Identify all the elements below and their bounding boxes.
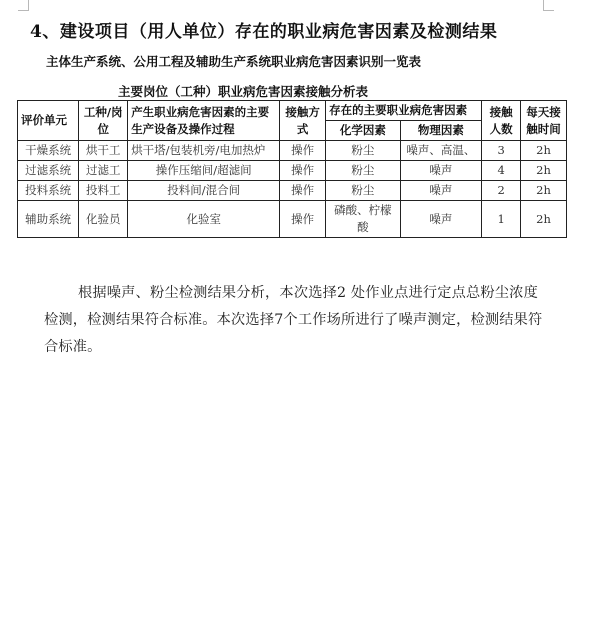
cell-job: 烘干工 bbox=[79, 141, 128, 161]
cell-time: 2h bbox=[521, 201, 567, 238]
cell-chemical: 粉尘 bbox=[326, 161, 400, 181]
cell-equipment: 投料间/混合间 bbox=[128, 181, 280, 201]
page-corner-mark-left bbox=[18, 0, 29, 11]
header-time: 每天接触时间 bbox=[521, 101, 567, 141]
cell-chemical: 粉尘 bbox=[326, 181, 400, 201]
page-corner-mark-right bbox=[543, 0, 554, 11]
header-physical: 物理因素 bbox=[400, 121, 482, 141]
cell-physical: 噪声 bbox=[400, 161, 482, 181]
table-row bbox=[18, 201, 567, 238]
section-heading: 4、建设项目（用人单位）存在的职业病危害因素及检测结果 bbox=[30, 22, 498, 42]
hazard-exposure-table bbox=[17, 100, 567, 238]
header-method: 接触方式 bbox=[280, 101, 326, 141]
cell-job: 投料工 bbox=[79, 181, 128, 201]
table-header-row bbox=[18, 101, 567, 121]
cell-chemical: 磷酸、柠檬酸 bbox=[326, 201, 400, 238]
table-row bbox=[18, 181, 567, 201]
results-paragraph: 根据噪声、粉尘检测结果分析，本次选择2 处作业点进行定点总粉尘浓度检测，检测结果符合标准。本次选择7个工作场所进行了噪声测定，检测结果符合标准。 bbox=[44, 285, 543, 355]
cell-unit: 干燥系统 bbox=[18, 141, 79, 161]
cell-count: 4 bbox=[482, 161, 521, 181]
header-unit: 评价单元 bbox=[18, 101, 79, 141]
cell-count: 2 bbox=[482, 181, 521, 201]
header-count: 接触人数 bbox=[482, 101, 521, 141]
table-row bbox=[18, 161, 567, 181]
header-chemical: 化学因素 bbox=[326, 121, 400, 141]
cell-time: 2h bbox=[521, 161, 567, 181]
cell-physical: 噪声 bbox=[400, 181, 482, 201]
cell-chemical: 粉尘 bbox=[326, 141, 400, 161]
cell-time: 2h bbox=[521, 141, 567, 161]
cell-method: 操作 bbox=[280, 141, 326, 161]
cell-unit: 过滤系统 bbox=[18, 161, 79, 181]
cell-time: 2h bbox=[521, 181, 567, 201]
cell-count: 1 bbox=[482, 201, 521, 238]
cell-unit: 投料系统 bbox=[18, 181, 79, 201]
table-title: 主要岗位（工种）职业病危害因素接触分析表 bbox=[118, 84, 369, 99]
table-row bbox=[18, 141, 567, 161]
cell-physical: 噪声、高温、 bbox=[400, 141, 482, 161]
section-subheading: 主体生产系统、公用工程及辅助生产系统职业病危害因素识别一览表 bbox=[46, 54, 422, 69]
cell-unit: 辅助系统 bbox=[18, 201, 79, 238]
cell-job: 化验员 bbox=[79, 201, 128, 238]
cell-count: 3 bbox=[482, 141, 521, 161]
cell-method: 操作 bbox=[280, 181, 326, 201]
cell-method: 操作 bbox=[280, 201, 326, 238]
header-hazards: 存在的主要职业病危害因素 bbox=[326, 101, 482, 121]
cell-equipment: 化验室 bbox=[128, 201, 280, 238]
header-job: 工种/岗位 bbox=[79, 101, 128, 141]
header-equipment: 产生职业病危害因素的主要生产设备及操作过程 bbox=[128, 101, 280, 141]
cell-physical: 噪声 bbox=[400, 201, 482, 238]
cell-job: 过滤工 bbox=[79, 161, 128, 181]
cell-equipment: 烘干塔/包装机旁/电加热炉 bbox=[128, 141, 280, 161]
cell-equipment: 操作压缩间/超滤间 bbox=[128, 161, 280, 181]
cell-method: 操作 bbox=[280, 161, 326, 181]
